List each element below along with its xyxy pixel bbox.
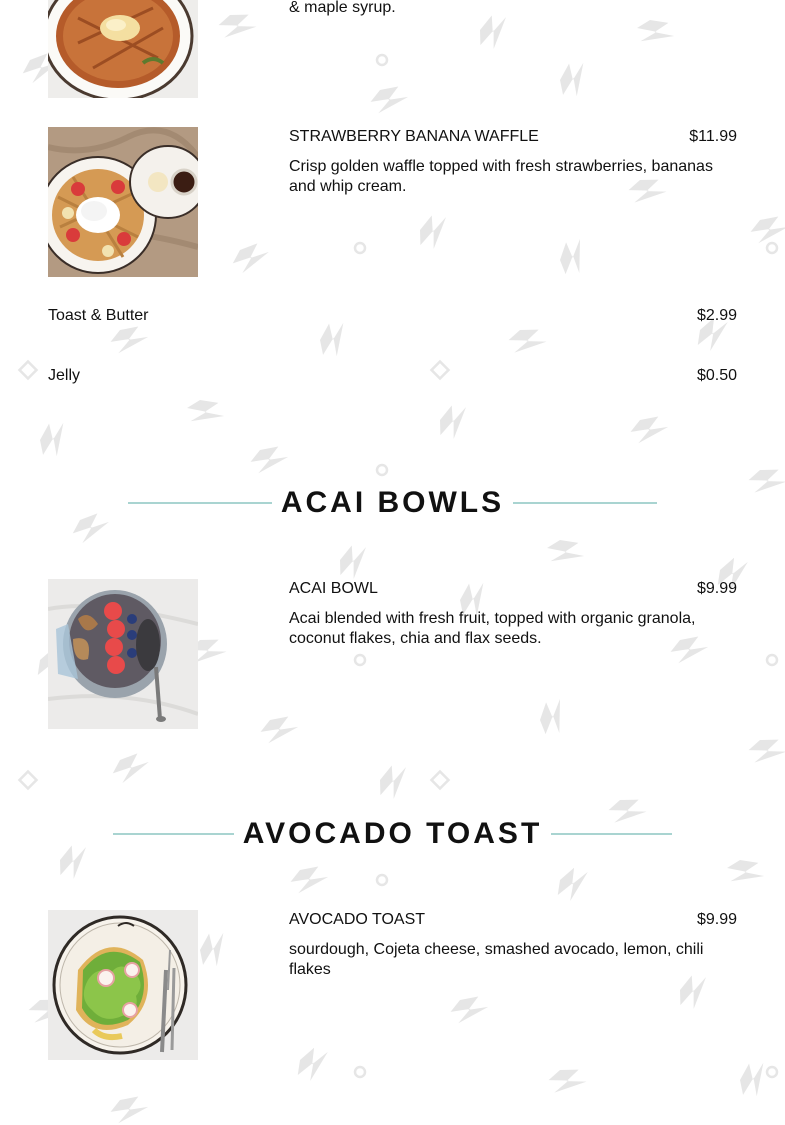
acai-bowl-photo — [48, 579, 198, 729]
lightning-bolt-icon — [412, 211, 455, 253]
lightning-bolt-icon — [722, 850, 768, 896]
lightning-bolt-icon — [258, 709, 301, 751]
avocado-toast-photo — [48, 910, 198, 1060]
lightning-bolt-icon — [215, 4, 260, 49]
lightning-bolt-icon — [545, 1059, 590, 1104]
lightning-bolt-icon — [628, 409, 671, 451]
item-price: $9.99 — [696, 911, 737, 928]
lightning-bolt-icon — [554, 866, 593, 903]
lightning-bolt-icon — [748, 209, 785, 251]
circle-icon — [355, 243, 365, 253]
lightning-bolt-icon — [311, 317, 356, 362]
circle-icon — [377, 465, 387, 475]
lightning-bolt-icon — [248, 439, 291, 481]
item-description: sourdough, Cojeta cheese, smashed avocado, lemon, chili flakes — [289, 941, 704, 978]
circle-icon — [377, 875, 387, 885]
lightning-bolt-icon — [294, 1046, 333, 1083]
circle-icon — [767, 1067, 777, 1077]
item-name: ACAI BOWL — [289, 580, 378, 597]
lightning-bolt-icon — [550, 234, 596, 280]
waffle-maple-photo — [48, 0, 198, 98]
item-description: Acai blended with fresh fruit, topped with organic granola, coconut flakes, chia and flax seeds. — [289, 610, 696, 647]
section-heading-acai-bowls — [0, 484, 785, 522]
circle-icon — [377, 55, 387, 65]
extra-item-price: $2.99 — [696, 307, 737, 324]
item-description: Crisp golden waffle topped with fresh strawberries, bananas and whip cream. — [289, 158, 713, 195]
extra-item-name: Toast & Butter — [48, 307, 149, 324]
lightning-bolt-icon — [108, 319, 151, 361]
diamond-icon — [432, 772, 449, 789]
strawberry-banana-waffle-photo — [48, 127, 198, 277]
lightning-bolt-icon — [31, 417, 76, 462]
lightning-bolt-icon — [332, 541, 375, 583]
lightning-bolt-icon — [108, 1089, 151, 1125]
divider-line — [113, 833, 234, 835]
lightning-bolt-icon — [505, 319, 550, 364]
item-name: AVOCADO TOAST — [289, 911, 426, 928]
lightning-bolt-icon — [745, 729, 785, 774]
item-price: $9.99 — [696, 580, 737, 597]
lightning-bolt-icon — [542, 530, 588, 576]
extra-item-price: $0.50 — [696, 367, 737, 384]
divider-line — [128, 502, 272, 504]
circle-icon — [767, 243, 777, 253]
lightning-bolt-icon — [551, 57, 596, 102]
section-title: AVOCADO TOAST — [242, 817, 543, 850]
section-title: ACAI BOWLS — [280, 486, 505, 519]
lightning-bolt-icon — [448, 989, 491, 1031]
circle-icon — [767, 655, 777, 665]
divider-line — [513, 502, 657, 504]
diamond-icon — [20, 772, 37, 789]
lightning-bolt-icon — [182, 390, 228, 436]
lightning-bolt-icon — [530, 694, 576, 740]
lightning-bolt-icon — [111, 750, 150, 787]
diamond-icon — [20, 362, 37, 379]
lightning-bolt-icon — [231, 240, 270, 277]
lightning-bolt-icon — [432, 401, 475, 443]
diamond-icon — [432, 362, 449, 379]
item-price: $11.99 — [689, 128, 737, 145]
section-heading-avocado-toast — [0, 815, 785, 853]
lightning-bolt-icon — [372, 761, 415, 803]
item-description: & maple syrup. — [289, 0, 396, 16]
lightning-bolt-icon — [368, 79, 411, 121]
divider-line — [551, 833, 672, 835]
extra-item-name: Jelly — [48, 367, 81, 384]
lightning-bolt-icon — [288, 859, 331, 901]
circle-icon — [355, 1067, 365, 1077]
lightning-bolt-icon — [731, 1057, 776, 1102]
item-name: STRAWBERRY BANANA WAFFLE — [289, 128, 539, 145]
circle-icon — [355, 655, 365, 665]
